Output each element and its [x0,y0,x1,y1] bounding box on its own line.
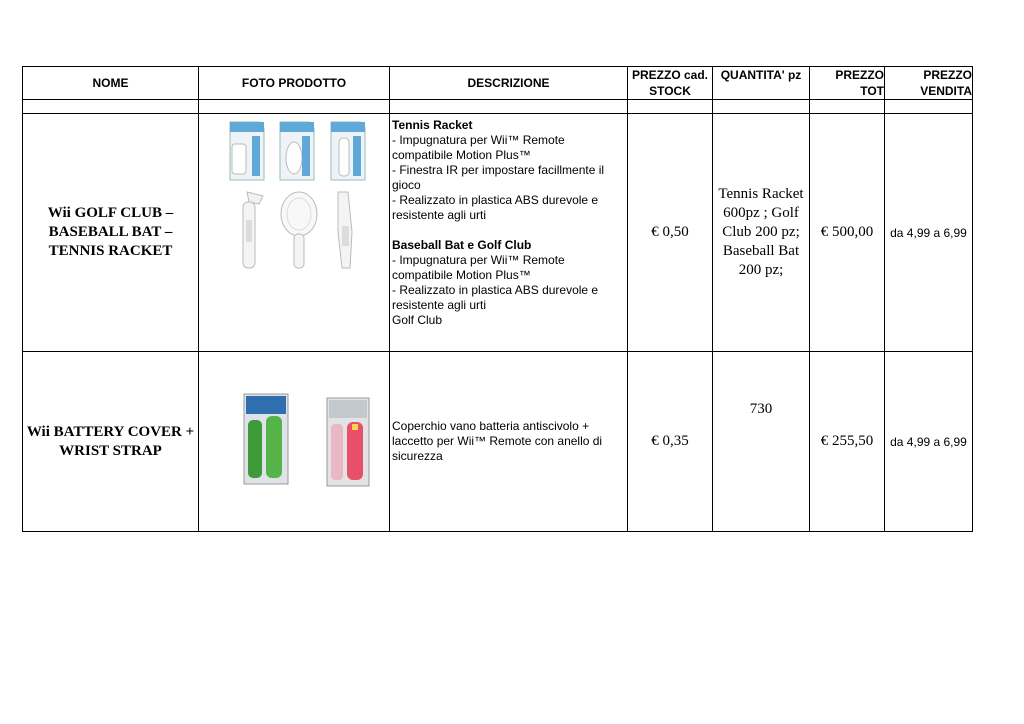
header-prezzo-cad-line2: STOCK [649,84,691,98]
spacer-row [23,100,973,114]
header-nome: NOME [23,67,199,100]
total-price: € 500,00 [810,114,885,352]
unit-price: € 0,50 [628,114,713,352]
header-prezzo-cad-line1: PREZZO cad. [631,68,708,82]
product-description: Tennis Racket - Impugnatura per Wii™ Remote compatibile Motion Plus™ - Finestra IR per impostare facillmente il gioco - Realizzato in plastica ABS durevole e resistente agli urti Baseball Bat e Golf Club - Impugnatura per Wii™ Remote compatibile Motion Plus™ - Realizzato in plastica ABS durevole e resistente agli urti Golf Club [390,114,628,352]
header-row [23,67,973,100]
product-table [22,66,973,532]
sale-price: da 4,99 a 6,99 [885,114,973,352]
header-prezzo-vendita-line1: PREZZO [923,68,972,82]
header-prezzo-vendita-line2: VENDITA [920,84,972,98]
battery-cover-image [199,376,390,507]
product-name: Wii BATTERY COVER + WRIST STRAP [23,352,199,532]
header-prezzo-tot-line2: TOT [860,84,884,98]
header-foto-prodotto: FOTO PRODOTTO [199,67,390,100]
quantity: Tennis Racket 600pz ; Golf Club 200 pz; Baseball Bat 200 pz; [713,114,810,352]
sale-price: da 4,99 a 6,99 [885,352,973,532]
header-descrizione: DESCRIZIONE [390,67,628,100]
header-prezzo-tot [810,67,885,100]
desc-title-baseball: Baseball Bat e Golf Club [392,238,532,252]
table-row [23,352,973,532]
table-row [23,114,973,352]
header-prezzo-tot-line1: PREZZO [835,68,884,82]
header-prezzo-cad [628,67,713,100]
product-photo [199,114,390,352]
header-prezzo-vendita [885,67,973,100]
total-price: € 255,50 [810,352,885,532]
product-description: Coperchio vano batteria antiscivolo + laccetto per Wii™ Remote con anello di sicurezza [390,352,628,532]
desc-title-tennis: Tennis Racket [392,118,473,132]
product-name: Wii GOLF CLUB – BASEBALL BAT – TENNIS RACKET [23,114,199,352]
header-quantita: QUANTITA' pz [713,67,810,100]
golf-tennis-baseball-image [199,116,390,349]
product-photo [199,352,390,532]
unit-price: € 0,35 [628,352,713,532]
quantity: 730 [713,352,810,532]
